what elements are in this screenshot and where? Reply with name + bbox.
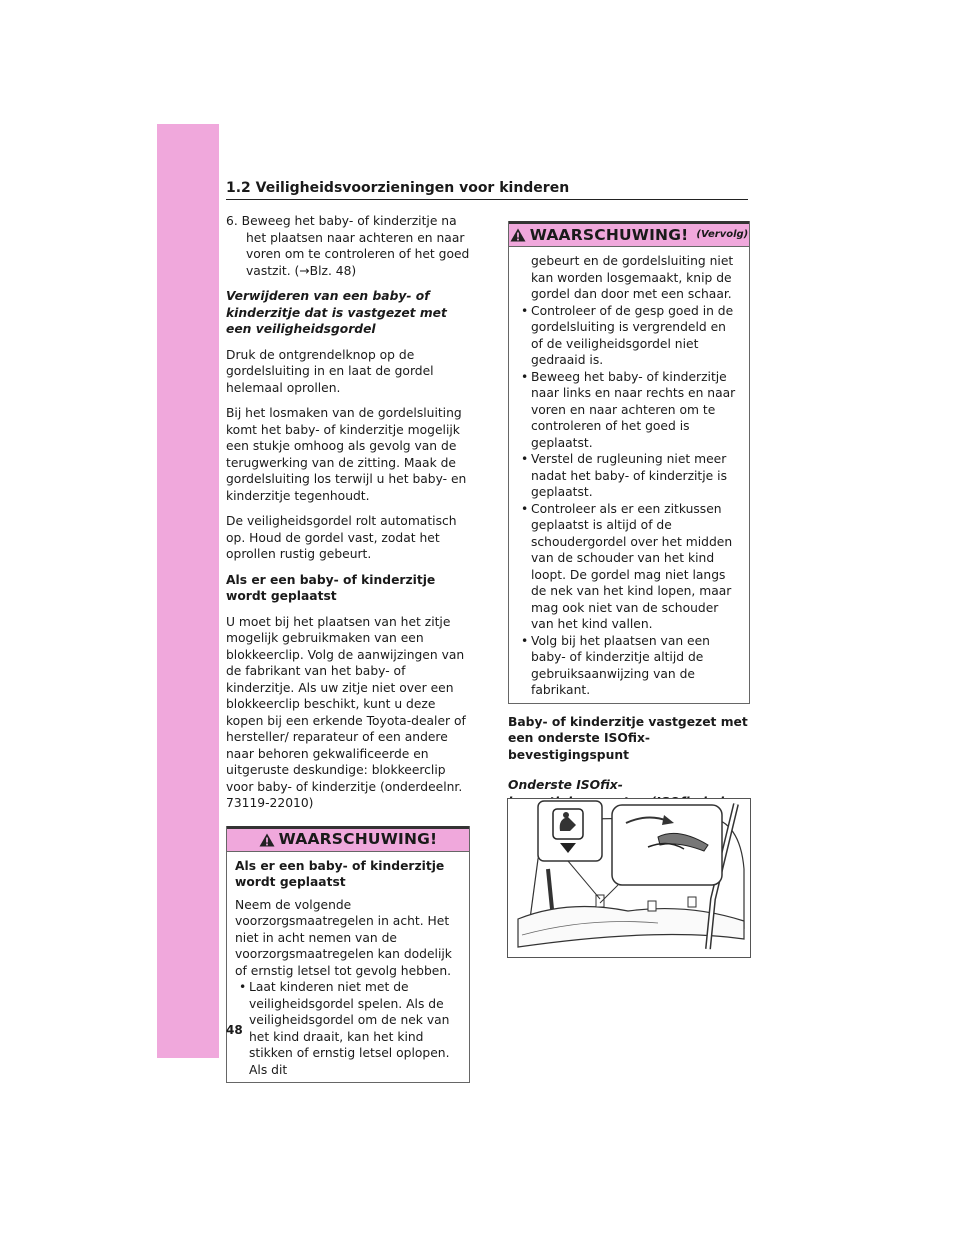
paragraph-locking-clip: U moet bij het plaatsen van het zitje mogelijk gebruikmaken van een blokkeerclip. Volg de aanwijzingen van de fabrikant van het baby- of kinderzitje. Als uw zitje niet over een blokkeerclip beschikt, kunt u deze kopen bij een erkende Toyota-dealer of hersteller/ reparateur of een andere naar behoren gekwalificeerde en uitgeruste deskundige: blokkeerclip voor baby- of kinderzitje (onderdeelnr. 73119-22010) [226, 614, 466, 810]
heading-remove-seat: Verwijderen van een baby- of kinderzitje dat is vastgezet met een veiligheidsgordel [226, 289, 447, 336]
warning-title-bar [227, 826, 469, 852]
section-header: 1.2 Veiligheidsvoorzieningen voor kinderen [226, 180, 748, 200]
warning-box-continued [508, 221, 750, 704]
isofix-child-seat-icon [553, 809, 583, 839]
subheading-isofix-points: Onderste ISOfix- [508, 778, 623, 792]
side-color-band [157, 124, 219, 1058]
isofix-illustration [507, 798, 751, 958]
warning-box [226, 826, 470, 1084]
rear-seat-illustration [508, 799, 750, 957]
warning-title: WAARSCHUWING! [529, 225, 689, 244]
warning-bullet: • Controleer als er een zitkussen geplaatst is altijd of de schoudergordel over het midden van de schouder van het kind loopt. De gordel mag niet langs de nek van het kind lopen, maar mag ook niet van de schouder van het kind vallen. [517, 501, 741, 633]
heading-install-seat: Als er een baby- of kinderzitje wordt geplaatst [226, 572, 436, 603]
warning-title-bar [509, 221, 749, 247]
warning-bullet: • Volg bij het plaatsen van een baby- of kinderzitje altijd de gebruiksaanwijzing van de fabrikant. [517, 633, 741, 699]
warning-triangle-icon [510, 228, 526, 242]
paragraph-retract: De veiligheidsgordel rolt automatisch op. Houd de gordel vast, zodat het oprollen rustig gebeurt. [226, 514, 457, 561]
heading-isofix: Baby- of kinderzitje vastgezet met een onderste ISOfix-bevestigingspunt [508, 714, 748, 762]
warning-bullet: • Verstel de rugleuning niet meer nadat het baby- of kinderzitje is geplaatst. [517, 451, 741, 501]
step-text: Beweeg het baby- of kinderzitje na het plaatsen naar achteren en naar voren om te controleren of het goed vastzit. (→Blz. 48) [241, 214, 470, 278]
warning-continuation: gebeurt en de gordelsluiting niet kan worden losgemaakt, knip de gordel dan door met een schaar. [531, 254, 734, 301]
page-number: 48 [226, 1023, 243, 1037]
step-number: 6. [226, 214, 238, 228]
warning-body [227, 852, 469, 1083]
step-6 [226, 213, 470, 279]
warning-bullet: • Laat kinderen niet met de veiligheidsgordel spelen. Als de veiligheidsgordel om de nek van het kind draait, kan het kind stikken of ernstig letsel oplopen. Als dit [235, 979, 461, 1078]
warning-intro: Neem de volgende voorzorgsmaatregelen in acht. Het niet in acht nemen van de voorzorgsmaatregelen kan dodelijk of ernstig letsel tot gevolg hebben. [235, 897, 452, 978]
warning-triangle-icon [259, 833, 275, 847]
warning-heading: Als er een baby- of kinderzitje wordt geplaatst [235, 858, 445, 889]
paragraph-release: Druk de ontgrendelknop op de gordelsluiting in en laat de gordel helemaal oprollen. [226, 347, 434, 395]
warning-body [509, 247, 749, 703]
warning-continued-label: (Vervolg) [696, 228, 749, 240]
left-column [226, 213, 470, 1083]
warning-bullet: • Beweeg het baby- of kinderzitje naar links en naar rechts en naar voren en naar achteren om te controleren of het goed is geplaatst. [517, 369, 741, 452]
warning-title: WAARSCHUWING! [278, 830, 438, 849]
warning-bullet: • Controleer of de gesp goed in de gordelsluiting is vergrendeld en of de veiligheidsgordel niet gedraaid is. [517, 303, 741, 369]
paragraph-seat-lift: Bij het losmaken van de gordelsluiting komt het baby- of kinderzitje mogelijk een stukje omhoog als gevolg van de terugwerking van de zitting. Maak de gordelsluiting los terwijl u het baby- en kinderzitje tegenhoudt. [226, 406, 467, 503]
